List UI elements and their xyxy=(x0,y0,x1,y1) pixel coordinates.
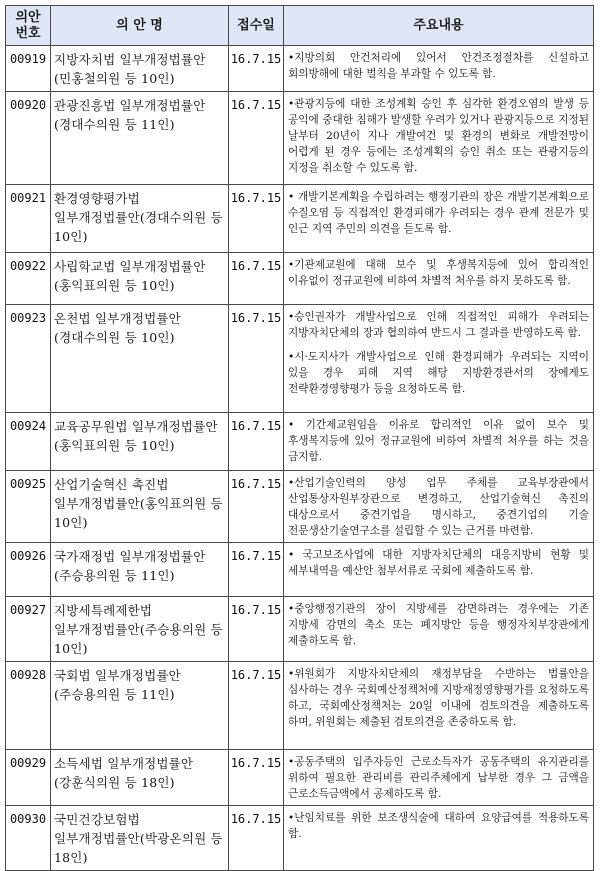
bill-number: 00923 xyxy=(6,305,51,413)
bill-table xyxy=(5,5,594,871)
bill-name: 환경영향평가법 일부개정법률안(경대수의원 등 10인) xyxy=(51,185,229,253)
bill-number: 00926 xyxy=(6,543,51,597)
header-main-content: 주요내용 xyxy=(284,6,594,46)
header-bill-number: 의안 번호 xyxy=(6,6,51,46)
content-paragraph: •난임치료를 위한 보조생식술에 대하여 요양급여를 적용하도록 함. xyxy=(288,812,589,840)
bill-name: 온천법 일부개정법률안(경대수의원 등 10인) xyxy=(51,305,229,413)
main-content xyxy=(284,413,594,471)
main-content xyxy=(284,471,594,543)
main-content xyxy=(284,185,594,253)
header-bill-name: 의 안 명 xyxy=(51,6,229,46)
table-body xyxy=(6,46,594,871)
content-paragraph: •시·도지사가 개발사업으로 인해 환경피해가 우려되는 지역이 있을 경우 피해 지역 해당 지방환경관서의 장에게도 전략환경영향평가 등을 요청하도록 함. xyxy=(288,351,589,395)
table-row xyxy=(6,597,594,662)
table-row xyxy=(6,750,594,806)
bill-number: 00930 xyxy=(6,806,51,871)
content-paragraph: •중앙행정기관의 장이 지방세를 감면하려는 경우에는 기존 지방세 감면의 축소 또는 폐지방안 등을 행정자치부장관에게 제출하도록 함. xyxy=(288,603,589,647)
bill-name: 국가재정법 일부개정법률안(주승용의원 등 11인) xyxy=(51,543,229,597)
bill-number: 00928 xyxy=(6,662,51,750)
received-date: 16.7.15 xyxy=(229,46,284,92)
table-row xyxy=(6,413,594,471)
received-date: 16.7.15 xyxy=(229,806,284,871)
received-date: 16.7.15 xyxy=(229,662,284,750)
bill-number: 00919 xyxy=(6,46,51,92)
main-content xyxy=(284,92,594,185)
received-date: 16.7.15 xyxy=(229,597,284,662)
table-row xyxy=(6,543,594,597)
table-row xyxy=(6,305,594,413)
received-date: 16.7.15 xyxy=(229,471,284,543)
main-content xyxy=(284,46,594,92)
content-paragraph: •위원회가 지방자치단체의 재정부담을 수반하는 법률안을 심사하는 경우 국회예산정책처에 지방재정영향평가를 요청하도록 하고, 국회예산정책처는 20일 이내에 검토의견을 제출하도록 하며, 위원회는 제출된 검토의견을 존중하도록 함. xyxy=(288,668,589,728)
bill-name: 사립학교법 일부개정법률안(홍익표의원 등 10인) xyxy=(51,253,229,305)
table-row xyxy=(6,92,594,185)
header-received-date: 접수일 xyxy=(229,6,284,46)
bill-name: 소득세법 일부개정법률안(강훈식의원 등 18인) xyxy=(51,750,229,806)
bill-name: 관광진흥법 일부개정법률안(경대수의원 등 11인) xyxy=(51,92,229,185)
received-date: 16.7.15 xyxy=(229,750,284,806)
main-content xyxy=(284,543,594,597)
bill-name: 국민건강보험법 일부개정법률안(박광온의원 등 18인) xyxy=(51,806,229,871)
header-row xyxy=(6,6,594,46)
content-paragraph: •공동주택의 입주자등인 근로소득자가 공동주택의 유지관리를 위하여 필요한 관리비를 관리주체에게 납부한 경우 그 금액을 근로소득금액에서 공제하도록 함. xyxy=(288,756,589,800)
table-row xyxy=(6,806,594,871)
content-paragraph: •관광지등에 대한 조성계획 승인 후 심각한 환경오염의 발생 등 공익에 중대한 침해가 발생할 우려가 있거나 관광지등으로 지정된 날부터 20년이 지나 개발여건 및 환경의 변화로 개발전망이 어렵게 된 경우 등에는 조성계획의 승인 취소 또는 관광지등의 지정을 취소할 수 있도록 함. xyxy=(288,98,589,174)
main-content xyxy=(284,750,594,806)
table-row xyxy=(6,185,594,253)
content-paragraph: •지방의회 안건처리에 있어서 안건조정절차를 신설하고 회의방해에 대한 벌칙을 부과할 수 있도록 함. xyxy=(288,52,589,80)
table-row xyxy=(6,662,594,750)
content-paragraph: •승인권자가 개발사업으로 인해 직접적인 피해가 우려되는 지방자치단체의 장과 협의하여 반드시 그 결과를 반영하도록 함. xyxy=(288,311,589,339)
main-content xyxy=(284,597,594,662)
bill-name: 교육공무원법 일부개정법률안(홍익표의원 등 10인) xyxy=(51,413,229,471)
bill-number: 00925 xyxy=(6,471,51,543)
main-content xyxy=(284,305,594,413)
bill-number: 00924 xyxy=(6,413,51,471)
table-row xyxy=(6,46,594,92)
bill-number: 00920 xyxy=(6,92,51,185)
content-paragraph: •기관제교원에 대해 보수 및 후생복지등에 있어 합리적인 이유없이 정규교원에 비하여 차별적 처우를 하지 못하도록 함. xyxy=(288,259,589,287)
received-date: 16.7.15 xyxy=(229,543,284,597)
bill-number: 00929 xyxy=(6,750,51,806)
bill-number: 00921 xyxy=(6,185,51,253)
received-date: 16.7.15 xyxy=(229,253,284,305)
received-date: 16.7.15 xyxy=(229,305,284,413)
bill-name: 국회법 일부개정법률안(주승용의원 등 11인) xyxy=(51,662,229,750)
table-row xyxy=(6,471,594,543)
bill-name: 지방자치법 일부개정법률안(민홍철의원 등 10인) xyxy=(51,46,229,92)
received-date: 16.7.15 xyxy=(229,413,284,471)
main-content xyxy=(284,806,594,871)
received-date: 16.7.15 xyxy=(229,185,284,253)
table-row xyxy=(6,253,594,305)
bill-name: 산업기술혁신 촉진법 일부개정법률안(홍익표의원 등 10인) xyxy=(51,471,229,543)
content-paragraph: •산업기술인력의 양성 업무 주체를 교육부장관에서 산업통상자원부장관으로 변경하고, 산업기술혁신 촉진의 대상으로서 중견기업을 명시하고, 중견기업의 기술 전문생산기술연구소를 설립할 수 있는 근거를 마련함. xyxy=(288,477,589,537)
content-paragraph: • 국고보조사업에 대한 지방자치단체의 대응지방비 현황 및 세부내역을 예산안 첨부서류로 국회에 제출하도록 함. xyxy=(288,549,589,577)
bill-name: 지방세특례제한법 일부개정법률안(주승용의원 등 10인) xyxy=(51,597,229,662)
received-date: 16.7.15 xyxy=(229,92,284,185)
main-content xyxy=(284,662,594,750)
content-paragraph: • 기간제교원임을 이유로 합리적인 이유 없이 보수 및 후생복지등에 있어 정규교원에 비하여 차별적 처우를 하는 것을 금지함. xyxy=(288,419,589,463)
bill-number: 00922 xyxy=(6,253,51,305)
bill-number: 00927 xyxy=(6,597,51,662)
content-paragraph: • 개발기본계획을 수립하려는 행정기관의 장은 개발기본계획으로 수질오염 등 직접적인 환경피해가 우려되는 경우 관계 전문가 및 인근 지역 주민의 의견을 듣도록 함. xyxy=(288,191,589,235)
main-content xyxy=(284,253,594,305)
